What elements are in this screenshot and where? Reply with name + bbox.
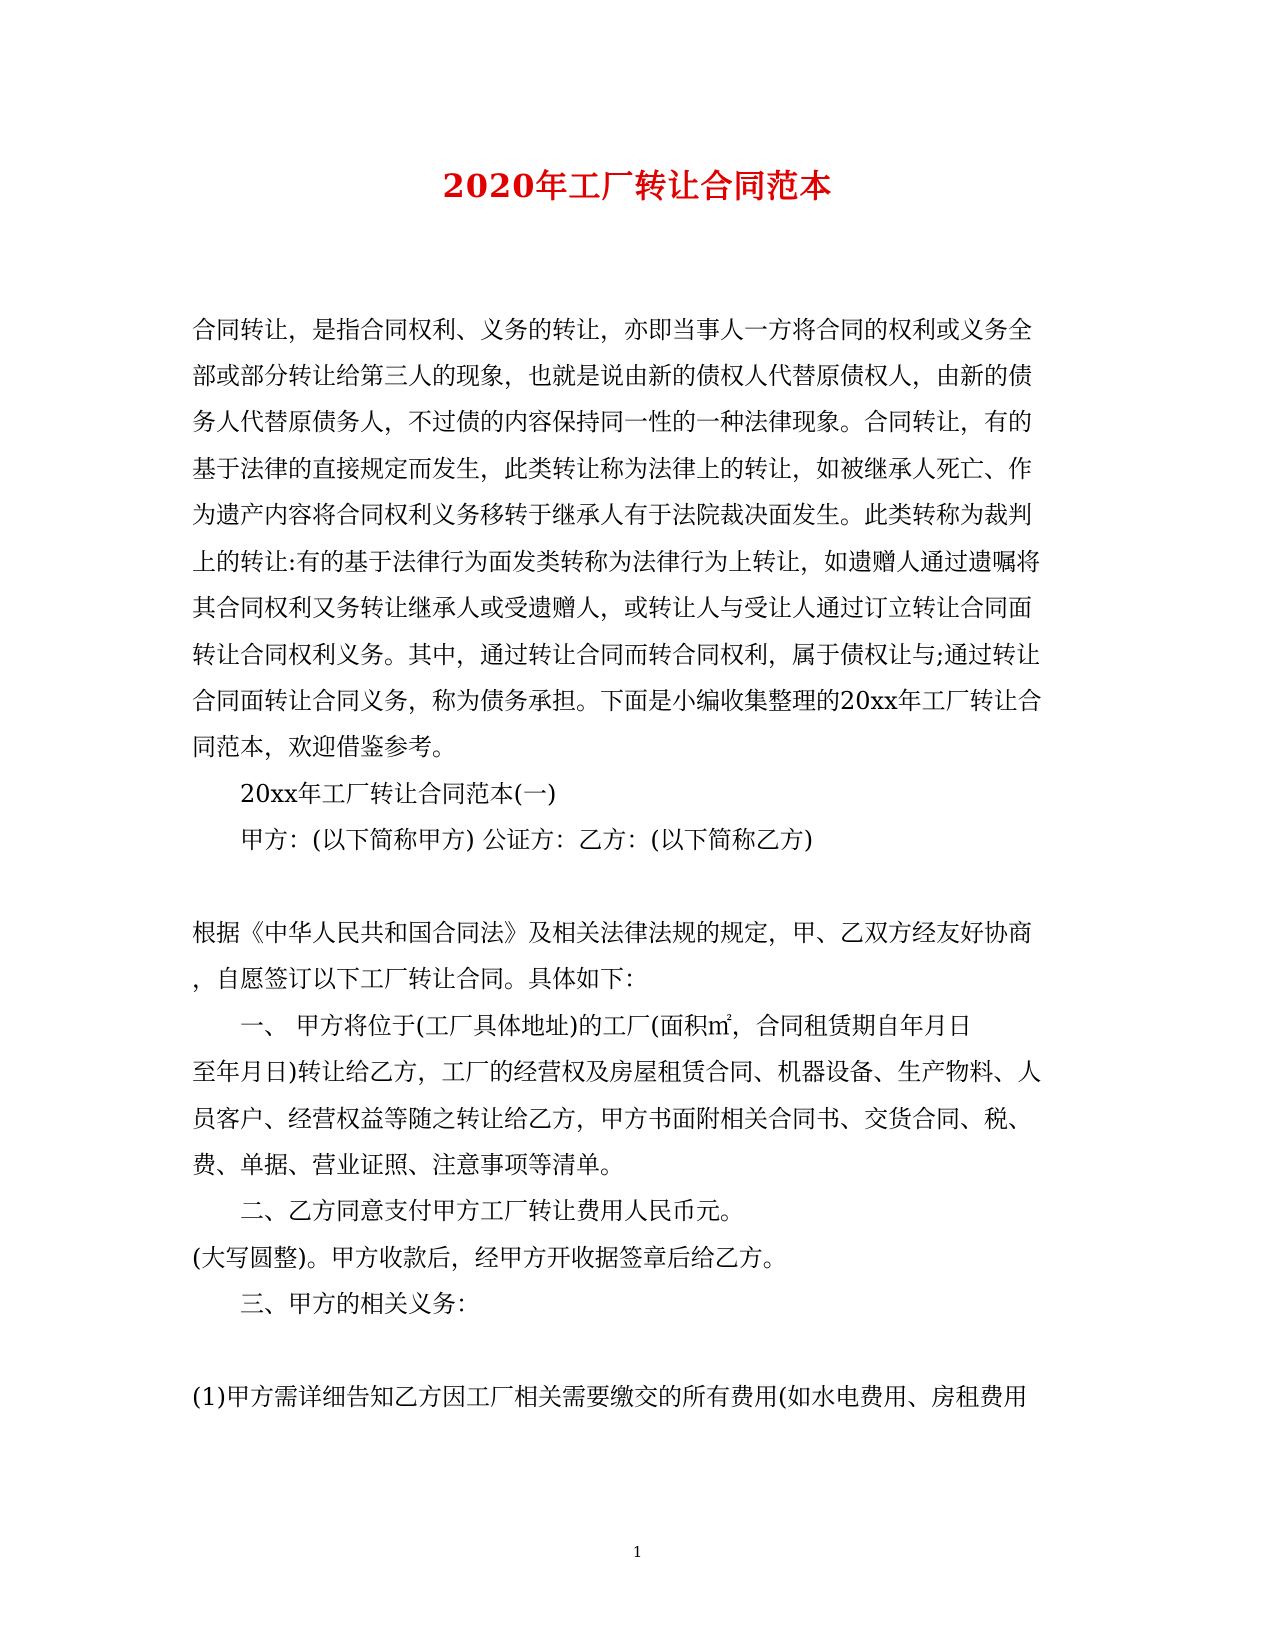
clause-1-line: 至年月日)转让给乙方，工厂的经营权及房屋租赁合同、机器设备、生产物料、人 bbox=[192, 1058, 1042, 1086]
clause-2-line: (大写圆整)。甲方收款后，经甲方开收据签章后给乙方。 bbox=[192, 1244, 787, 1272]
clause-3-heading: 三、甲方的相关义务： bbox=[240, 1290, 480, 1318]
paragraph-line: 务人代替原债务人，不过债的内容保持同一性的一种法律现象。合同转让，有的 bbox=[192, 408, 1032, 436]
clause-1-line: 员客户、经营权益等随之转让给乙方，甲方书面附相关合同书、交货合同、税、 bbox=[192, 1105, 1032, 1133]
basis-line: 根据《中华人民共和国合同法》及相关法律法规的规定，甲、乙双方经友好协商 bbox=[192, 919, 1032, 947]
clause-1-line: 一、 甲方将位于(工厂具体地址)的工厂(面积㎡，合同租赁期自年月日 bbox=[240, 1012, 972, 1040]
basis-line: ，自愿签订以下工厂转让合同。具体如下： bbox=[192, 965, 648, 993]
paragraph-line: 其合同权利又务转让继承人或受遗赠人，或转让人与受让人通过订立转让合同面 bbox=[192, 594, 1032, 622]
clause-3-item-1: (1)甲方需详细告知乙方因工厂相关需要缴交的所有费用(如水电费用、房租费用 bbox=[192, 1383, 1028, 1411]
paragraph-line: 合同面转让合同义务，称为债务承担。下面是小编收集整理的20xx年工厂转让合 bbox=[192, 687, 1042, 715]
parties-line: 甲方：(以下简称甲方) 公证方：乙方：(以下简称乙方) bbox=[240, 826, 814, 854]
paragraph-line: 上的转让:有的基于法律行为面发类转称为法律行为上转让，如遗赠人通过遗嘱将 bbox=[192, 548, 1041, 576]
paragraph-line: 转让合同权利义务。其中，通过转让合同而转合同权利，属于债权让与;通过转让 bbox=[192, 641, 1041, 669]
clause-2-line: 二、乙方同意支付甲方工厂转让费用人民币元。 bbox=[240, 1197, 744, 1225]
page-number: 1 bbox=[632, 1543, 643, 1561]
clause-1-line: 费、单据、营业证照、注意事项等清单。 bbox=[192, 1151, 624, 1179]
paragraph-line: 合同转让，是指合同权利、义务的转让，亦即当事人一方将合同的权利或义务全 bbox=[192, 316, 1032, 344]
paragraph-line: 基于法律的直接规定而发生，此类转让称为法律上的转让，如被继承人死亡、作 bbox=[192, 455, 1032, 483]
document-title: 2020年工厂转让合同范本 bbox=[442, 167, 833, 205]
sample-heading: 20xx年工厂转让合同范本(一) bbox=[240, 780, 557, 808]
paragraph-line: 为遗产内容将合同权利义务移转于继承人有于法院裁决面发生。此类转称为裁判 bbox=[192, 501, 1032, 529]
paragraph-line: 同范本，欢迎借鉴参考。 bbox=[192, 733, 456, 761]
paragraph-line: 部或部分转让给第三人的现象，也就是说由新的债权人代替原债权人，由新的债 bbox=[192, 362, 1032, 390]
